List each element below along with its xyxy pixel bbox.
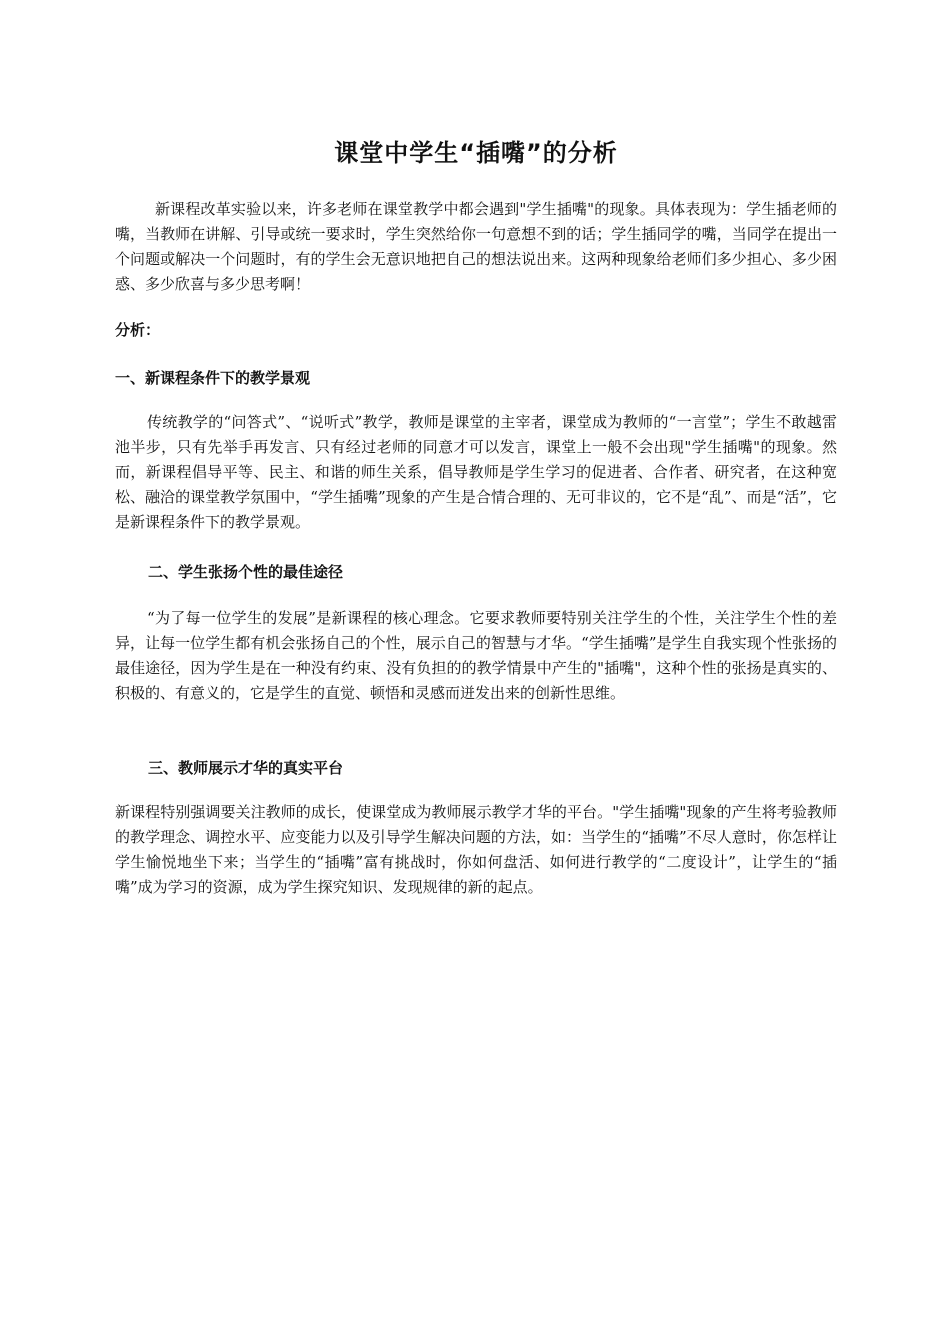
section-heading-1: 一、新课程条件下的教学景观 xyxy=(115,369,311,387)
section-heading-2: 二、学生张扬个性的最佳途径 xyxy=(148,563,344,581)
section-heading-3: 三、教师展示才华的真实平台 xyxy=(148,759,344,777)
document-title: 课堂中学生“插嘴”的分析 xyxy=(334,139,618,167)
analysis-label: 分析： xyxy=(115,321,161,339)
section-body-1: 传统教学的“问答式”、“说听式”教学，教师是课堂的主宰者，课堂成为教师的“一言堂”；学生不敢越雷池半步，只有先举手再发言、只有经过老师的同意才可以发言，课堂上一般不会出现"学生插嘴"的现象。然而，新课程倡导平等、民主、和谐的师生关系，倡导教师是学生学习的促进者、合作者、研究者，在这种宽松、融洽的课堂教学氛围中，“学生插嘴”现象的产生是合情合理的、无可非议的，它不是“乱”、而是“活”，它是新课程条件下的教学景观。 xyxy=(115,413,837,531)
section-body-3: 新课程特别强调要关注教师的成长，使课堂成为教师展示教学才华的平台。"学生插嘴"现象的产生将考验教师的教学理念、调控水平、应变能力以及引导学生解决问题的方法，如：当学生的“插嘴”不尽人意时，你怎样让学生愉悦地坐下来；当学生的“插嘴”富有挑战时，你如何盘活、如何进行教学的“二度设计”，让学生的“插嘴”成为学习的资源，成为学生探究知识、发现规律的新的起点。 xyxy=(115,803,837,896)
section-body-2: “为了每一位学生的发展”是新课程的核心理念。它要求教师要特别关注学生的个性，关注学生个性的差异，让每一位学生都有机会张扬自己的个性，展示自己的智慧与才华。“学生插嘴”是学生自我实现个性张扬的最佳途径，因为学生是在一种没有约束、没有负担的的教学情景中产生的"插嘴"，这种个性的张扬是真实的、积极的、有意义的，它是学生的直觉、顿悟和灵感而迸发出来的创新性思维。 xyxy=(115,609,837,702)
intro-paragraph: 新课程改革实验以来，许多老师在课堂教学中都会遇到"学生插嘴"的现象。具体表现为：学生插老师的嘴，当教师在讲解、引导或统一要求时，学生突然给你一句意想不到的话；学生插同学的嘴，当同学在提出一个问题或解决一个问题时，有的学生会无意识地把自己的想法说出来。这两种现象给老师们多少担心、多少困惑、多少欣喜与多少思考啊！ xyxy=(115,200,837,293)
